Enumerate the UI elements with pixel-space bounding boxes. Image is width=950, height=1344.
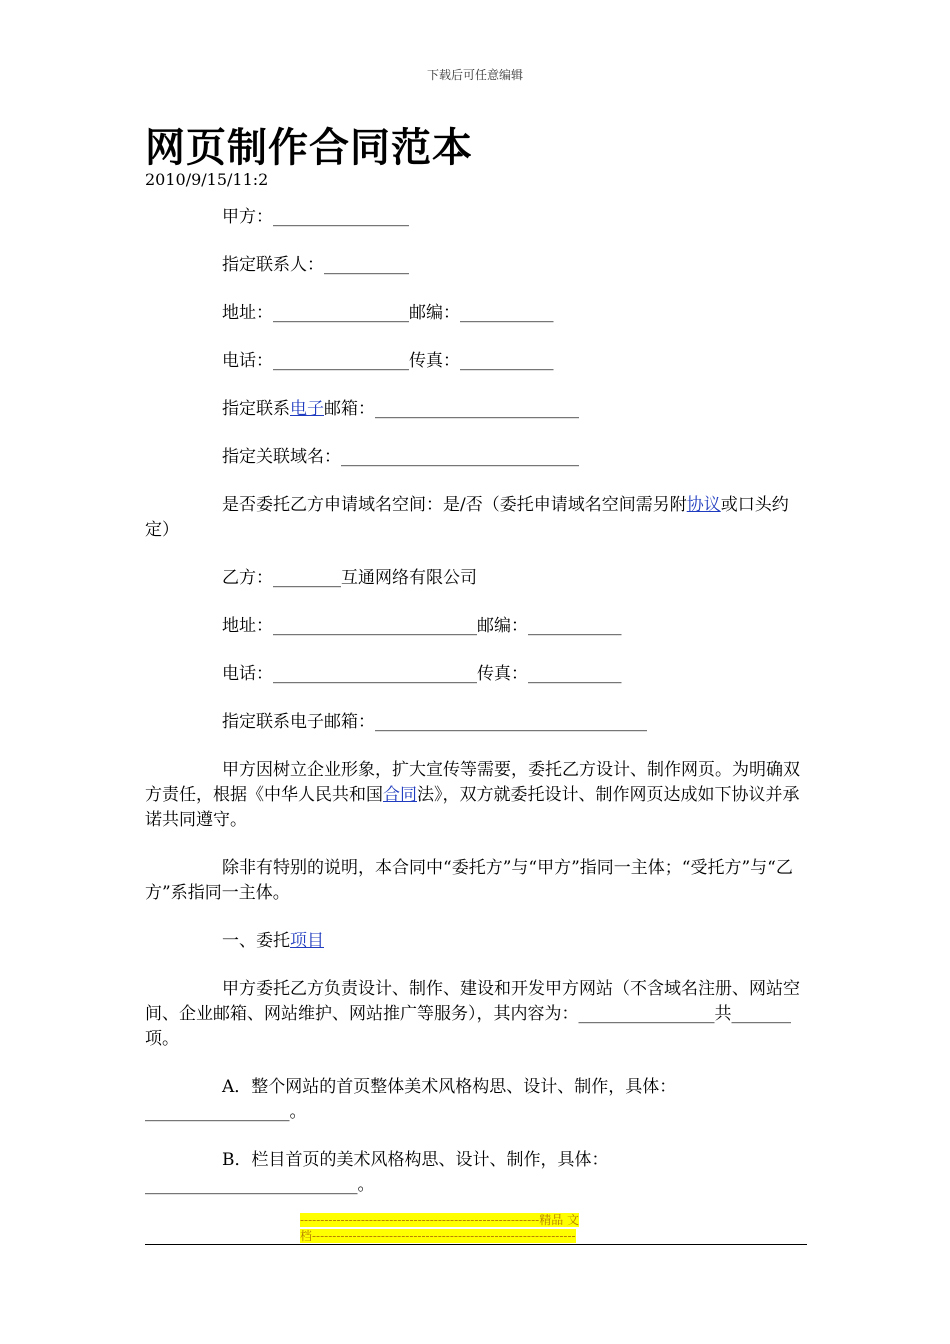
party-b-address: 地址：________________________邮编：___________ <box>222 616 622 636</box>
party-b-phone: 电话：________________________传真：___________ <box>222 664 622 684</box>
agreement-link[interactable]: 协议 <box>686 495 721 515</box>
footer-rule <box>145 1244 807 1245</box>
project-link[interactable]: 项目 <box>290 931 324 951</box>
section-1-heading <box>145 929 807 954</box>
party-a-name: 甲方：________________ <box>222 207 409 227</box>
intro-suffix: 法》，双方就委托设计、制作网页达成如下协议并承诺共同遵守。 <box>145 785 800 830</box>
party-a-domain: 指定关联域名：____________________________ <box>222 447 579 467</box>
footer-watermark <box>300 1212 650 1244</box>
delegate-prefix: 是否委托乙方申请域名空间：是/否（委托申请域名空间需另附 <box>222 495 687 515</box>
document-title: 网页制作合同范本 <box>145 124 473 171</box>
party-a-address: 地址：________________邮编：___________ <box>222 303 554 323</box>
footer-line-2: 档----------------------------------------------------------------- <box>300 1229 576 1243</box>
item-b: B．栏目首页的美术风格构思、设计、制作，具体：_________________________。 <box>145 1150 609 1195</box>
email-prefix: 指定联系 <box>222 399 290 419</box>
header-note: 下载后可任意编辑 <box>426 68 523 82</box>
section-1-prefix: 一、委托 <box>222 931 290 951</box>
item-a: A．整个网站的首页整体美术风格构思、设计、制作，具体：_________________。 <box>145 1077 677 1122</box>
party-a-delegate <box>145 493 807 543</box>
definition-paragraph: 除非有特别的说明，本合同中“委托方”与“甲方”指同一主体；“受托方”与“乙方”系指同一主体。 <box>145 858 793 903</box>
party-a-phone: 电话：________________传真：___________ <box>222 351 554 371</box>
section-1-body: 甲方委托乙方负责设计、制作、建设和开发甲方网站（不含域名注册、网站空间、企业邮箱、网站维护、网站推广等服务），其内容为：________________共_______项。 <box>145 979 800 1049</box>
delegate-suffix: 或口头约定） <box>145 495 789 540</box>
party-b-name: 乙方：________互通网络有限公司 <box>222 568 477 588</box>
footer-line-1: -----------------------------------------------------------精品 文 <box>300 1213 580 1227</box>
email-suffix: 邮箱：________________________ <box>324 399 579 419</box>
document-date: 2010/9/15/11:2 <box>145 170 269 189</box>
party-a-email <box>145 397 807 422</box>
party-a-contact: 指定联系人：__________ <box>222 255 409 275</box>
document-body <box>145 205 807 1221</box>
intro-paragraph <box>145 758 807 833</box>
intro-prefix: 甲方因树立企业形象，扩大宣传等需要，委托乙方设计、制作网页。为明确双方责任，根据《中华人民共和国 <box>145 760 800 805</box>
electronics-link[interactable]: 电子 <box>290 399 324 419</box>
party-b-email: 指定联系电子邮箱：________________________________ <box>222 712 647 732</box>
contract-link[interactable]: 合同 <box>383 785 417 805</box>
